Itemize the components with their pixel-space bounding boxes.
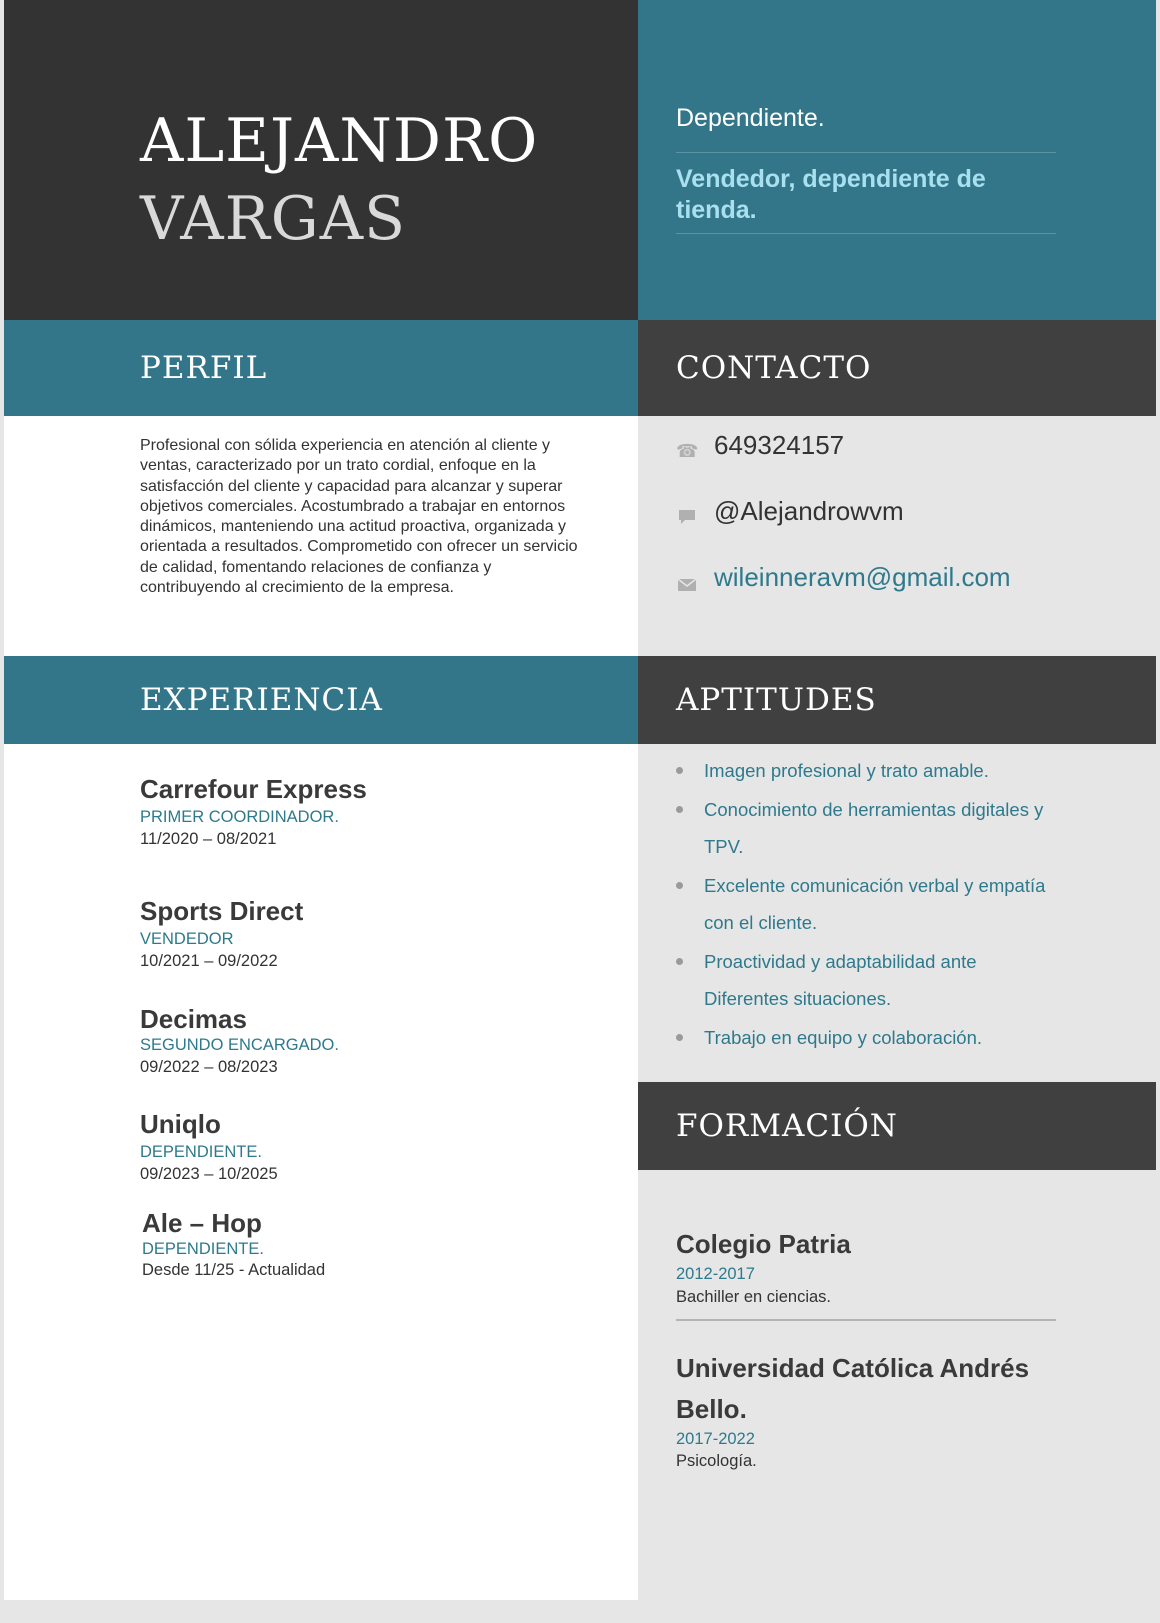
- experience-role: VENDEDOR: [140, 930, 234, 948]
- experience-role: SEGUNDO ENCARGADO.: [140, 1036, 339, 1054]
- experience-role: DEPENDIENTE.: [140, 1143, 262, 1161]
- skill-text: Excelente comunicación verbal y empatía con el cliente.: [704, 875, 1046, 933]
- experience-company: Decimas: [140, 1004, 247, 1034]
- education-school: Colegio Patria: [676, 1229, 851, 1259]
- section-heading-label: PERFIL: [140, 350, 268, 386]
- divider: [676, 233, 1056, 234]
- experience-dates: 11/2020 – 08/2021: [140, 830, 277, 848]
- list-item: [676, 752, 1056, 789]
- section-heading-label: EXPERIENCIA: [140, 682, 383, 718]
- experience-dates: 10/2021 – 09/2022: [140, 952, 278, 970]
- last-name: VARGAS: [140, 184, 407, 254]
- section-heading-aptitudes: [638, 656, 1156, 744]
- experience-company: Uniqlo: [140, 1109, 221, 1139]
- list-item: [676, 791, 1056, 865]
- bullet-icon: [676, 806, 683, 813]
- experience-role: PRIMER COORDINADOR.: [140, 808, 339, 826]
- contact-social: @Alejandrowvm: [714, 496, 904, 526]
- experience-role: DEPENDIENTE.: [142, 1240, 264, 1258]
- experience-dates: 09/2023 – 10/2025: [140, 1165, 278, 1183]
- section-heading-label: FORMACIÓN: [676, 1108, 898, 1144]
- divider: [676, 152, 1056, 153]
- profile-summary: Profesional con sólida experiencia en atención al cliente y ventas, caracterizado por un trato cordial, enfoque en la satisfacción del cliente y capacidad para alcanzar y superar objetivos comerciales. Acostumbrado a trabajar en entornos dinámicos, manteniendo una actitud proactiva, organizada y orientada a resultados. Comprometido con ofrecer un servicio de calidad, fomentando relaciones de confianza y contribuyendo al crecimiento de la empresa.: [140, 437, 578, 597]
- header-title-panel: [638, 0, 1156, 320]
- chat-icon: [676, 508, 698, 526]
- experience-company: Carrefour Express: [140, 774, 367, 804]
- list-item: [676, 867, 1056, 941]
- job-title: Dependiente.: [676, 104, 825, 132]
- mail-icon: [676, 577, 698, 595]
- skill-text: Imagen profesional y trato amable.: [704, 760, 989, 781]
- education-degree: Psicología.: [676, 1452, 757, 1470]
- experience-dates: Desde 11/25 - Actualidad: [142, 1261, 326, 1279]
- first-name: ALEJANDRO: [140, 106, 539, 176]
- divider: [676, 1319, 1056, 1321]
- experience-company: Ale – Hop: [142, 1208, 262, 1238]
- job-subtitle: Vendedor, dependiente de tienda.: [676, 165, 986, 224]
- education-school: Universidad Católica Andrés Bello.: [676, 1353, 1030, 1424]
- experience-company: Sports Direct: [140, 896, 304, 926]
- section-heading-label: CONTACTO: [676, 350, 872, 386]
- education-years: 2012-2017: [676, 1265, 755, 1283]
- list-item: [676, 943, 1056, 1017]
- section-heading-experiencia: [4, 656, 638, 744]
- section-heading-label: APTITUDES: [676, 682, 877, 718]
- list-item: [676, 1019, 1056, 1056]
- education-degree: Bachiller en ciencias.: [676, 1288, 831, 1306]
- bullet-icon: [676, 882, 683, 889]
- skill-text: Conocimiento de herramientas digitales y TPV.: [704, 799, 1044, 857]
- contact-phone: 649324157: [714, 430, 845, 460]
- skills-list: [676, 752, 1056, 1058]
- skill-text: Proactividad y adaptabilidad ante Diferentes situaciones.: [704, 951, 977, 1009]
- experience-dates: 09/2022 – 08/2023: [140, 1058, 278, 1076]
- phone-icon: ☎: [676, 441, 699, 461]
- bullet-icon: [676, 1034, 683, 1041]
- experience-panel: [4, 744, 638, 1600]
- bullet-icon: [676, 767, 683, 774]
- section-heading-contacto: [638, 320, 1156, 416]
- section-heading-formacion: [638, 1082, 1156, 1170]
- section-heading-perfil: [4, 320, 638, 416]
- education-years: 2017-2022: [676, 1430, 755, 1448]
- bullet-icon: [676, 958, 683, 965]
- skill-text: Trabajo en equipo y colaboración.: [704, 1027, 983, 1048]
- contact-email[interactable]: wileinneravm@gmail.com: [714, 562, 1011, 592]
